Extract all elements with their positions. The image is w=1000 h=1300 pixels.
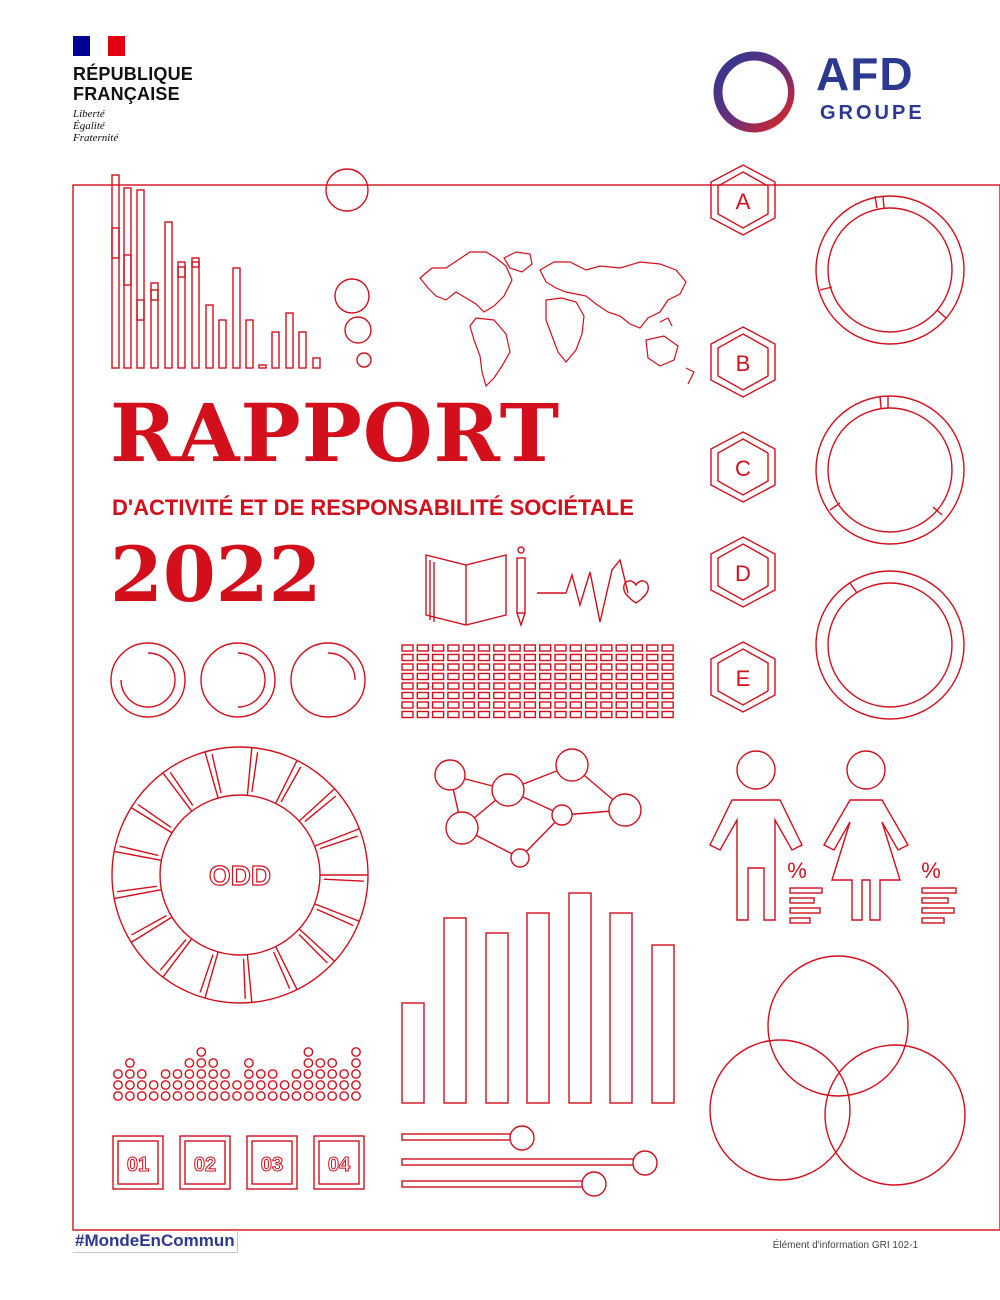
dot — [340, 1081, 348, 1089]
grid-cell — [647, 645, 658, 651]
hexagon-label-b: B — [735, 351, 751, 376]
grid-cell — [417, 683, 428, 689]
odd-segment-divider — [324, 879, 364, 881]
grid-cell — [647, 674, 658, 680]
hashtag-label: #MondeEnCommun — [73, 1230, 238, 1253]
grid-cell — [570, 645, 581, 651]
grid-cell — [433, 645, 444, 651]
grid-cell — [509, 693, 520, 699]
grid-cell — [494, 712, 505, 718]
dot — [161, 1081, 169, 1089]
grid-cell — [540, 645, 551, 651]
pencil-icon — [517, 547, 525, 625]
grid-cell — [448, 712, 459, 718]
odd-segment-divider — [114, 851, 161, 860]
grid-cell — [524, 674, 535, 680]
dot — [257, 1092, 265, 1100]
dot — [269, 1081, 277, 1089]
grid-cell — [647, 693, 658, 699]
dot — [316, 1059, 324, 1067]
dot — [197, 1081, 205, 1089]
grid-cell — [509, 702, 520, 708]
box-label-02: 02 — [193, 1154, 217, 1176]
grid-cell — [417, 712, 428, 718]
republic-name-line1: RÉPUBLIQUE — [73, 64, 194, 84]
grid-cell — [479, 702, 490, 708]
grid-cell — [433, 712, 444, 718]
box-label-01: 01 — [126, 1154, 150, 1176]
grid-cell — [555, 683, 566, 689]
grid-cell — [555, 645, 566, 651]
dot — [221, 1092, 229, 1100]
grid-cell — [616, 664, 627, 670]
grid-cell — [570, 674, 581, 680]
grid-cell — [433, 693, 444, 699]
grid-cell — [616, 645, 627, 651]
grid-cell — [616, 683, 627, 689]
man-icon — [710, 751, 802, 920]
odd-segment-divider — [160, 939, 186, 970]
dot — [280, 1081, 288, 1089]
box-label-03: 03 — [260, 1154, 284, 1176]
dot — [269, 1092, 277, 1100]
dot — [150, 1081, 158, 1089]
grid-cell — [402, 683, 413, 689]
grid-cell — [479, 645, 490, 651]
grid-cell — [524, 655, 535, 661]
grid-cell — [509, 664, 520, 670]
grid-cell — [632, 674, 643, 680]
odd-segment-divider — [138, 805, 171, 828]
grid-cell — [601, 645, 612, 651]
grid-cell — [463, 702, 474, 708]
odd-segment-divider — [252, 752, 258, 792]
grid-cell — [586, 655, 597, 661]
grid-cell — [586, 645, 597, 651]
grid-cell — [463, 712, 474, 718]
dot — [352, 1048, 360, 1056]
dot — [304, 1048, 312, 1056]
grid-cell — [570, 693, 581, 699]
dot — [292, 1081, 300, 1089]
grid-cell — [647, 655, 658, 661]
grid-cell — [662, 702, 673, 708]
dot — [292, 1092, 300, 1100]
dot — [114, 1092, 122, 1100]
grid-cell — [402, 664, 413, 670]
dot — [221, 1081, 229, 1089]
republic-name-line2: FRANÇAISE — [73, 84, 180, 104]
hexagon-label-a: A — [735, 189, 751, 214]
dot — [233, 1081, 241, 1089]
grid-cell — [402, 702, 413, 708]
grid-cell — [402, 712, 413, 718]
grid-cell — [555, 702, 566, 708]
grid-pattern-icon — [402, 645, 673, 718]
grid-cell — [570, 702, 581, 708]
grid-cell — [417, 655, 428, 661]
grid-cell — [647, 712, 658, 718]
world-map-icon — [420, 252, 694, 386]
dot — [280, 1092, 288, 1100]
grid-cell — [448, 683, 459, 689]
grid-cell — [463, 674, 474, 680]
mini-bar-chart-icon — [112, 175, 320, 368]
grid-cell — [601, 693, 612, 699]
grid-cell — [540, 655, 551, 661]
grid-cell — [509, 645, 520, 651]
grid-cell — [524, 702, 535, 708]
grid-cell — [632, 712, 643, 718]
grid-cell — [601, 683, 612, 689]
dot — [126, 1092, 134, 1100]
dot — [352, 1070, 360, 1078]
dot — [257, 1081, 265, 1089]
dot — [197, 1048, 205, 1056]
grid-cell — [662, 645, 673, 651]
grid-cell — [586, 664, 597, 670]
grid-cell — [463, 683, 474, 689]
dot — [245, 1081, 253, 1089]
grid-cell — [494, 664, 505, 670]
odd-segment-divider — [299, 789, 334, 821]
dot — [173, 1092, 181, 1100]
dot — [185, 1081, 193, 1089]
hexagon-label-d: D — [735, 561, 751, 586]
grid-cell — [463, 645, 474, 651]
cover-year: 2022 — [110, 530, 322, 619]
grid-cell — [433, 702, 444, 708]
grid-cell — [570, 683, 581, 689]
dot — [304, 1059, 312, 1067]
odd-segment-divider — [117, 886, 157, 891]
grid-cell — [632, 664, 643, 670]
motto-fraternite: Fraternité — [73, 132, 119, 144]
grid-cell — [662, 693, 673, 699]
grid-cell — [494, 693, 505, 699]
grid-cell — [586, 674, 597, 680]
hexagon-list — [711, 165, 775, 712]
book-icon — [426, 555, 506, 625]
grid-cell — [647, 702, 658, 708]
grid-cell — [570, 655, 581, 661]
odd-segment-divider — [299, 929, 334, 961]
grid-cell — [509, 655, 520, 661]
grid-cell — [555, 674, 566, 680]
dot — [328, 1092, 336, 1100]
grid-cell — [662, 712, 673, 718]
dot — [114, 1081, 122, 1089]
grid-cell — [647, 664, 658, 670]
grid-cell — [662, 683, 673, 689]
grid-cell — [524, 712, 535, 718]
grid-cell — [586, 712, 597, 718]
grid-cell — [662, 664, 673, 670]
motto-egalite: Égalité — [73, 120, 105, 132]
dot — [197, 1070, 205, 1078]
dot — [257, 1070, 265, 1078]
grid-cell — [632, 645, 643, 651]
grid-cell — [601, 712, 612, 718]
numbered-boxes — [113, 1136, 364, 1189]
hexagon-label-c: C — [735, 456, 751, 481]
odd-segment-divider — [205, 752, 218, 798]
afd-subtitle: GROUPE — [820, 102, 925, 124]
dot — [209, 1059, 217, 1067]
grid-cell — [555, 655, 566, 661]
grid-cell — [540, 702, 551, 708]
grid-cell — [417, 693, 428, 699]
dot — [185, 1059, 193, 1067]
dot — [126, 1070, 134, 1078]
grid-cell — [570, 712, 581, 718]
odd-segment-divider — [131, 808, 172, 833]
grid-cell — [448, 674, 459, 680]
dot — [328, 1070, 336, 1078]
stacked-circles-icon — [326, 169, 371, 367]
grid-cell — [524, 683, 535, 689]
grid-cell — [433, 674, 444, 680]
grid-cell — [540, 693, 551, 699]
grid-cell — [540, 664, 551, 670]
grid-cell — [463, 664, 474, 670]
grid-cell — [417, 674, 428, 680]
grid-cell — [402, 674, 413, 680]
grid-cell — [616, 693, 627, 699]
woman-icon — [824, 751, 908, 920]
grid-cell — [616, 674, 627, 680]
dot — [352, 1092, 360, 1100]
box-label-04: 04 — [327, 1154, 351, 1176]
grid-cell — [402, 645, 413, 651]
dot — [245, 1092, 253, 1100]
grid-cell — [479, 683, 490, 689]
grid-cell — [448, 702, 459, 708]
network-graph-icon — [435, 749, 641, 867]
grid-cell — [524, 664, 535, 670]
grid-cell — [555, 693, 566, 699]
dot — [316, 1092, 324, 1100]
dot — [197, 1059, 205, 1067]
grid-cell — [417, 645, 428, 651]
dot — [316, 1081, 324, 1089]
grid-cell — [479, 674, 490, 680]
odd-segment-divider — [163, 773, 192, 811]
dot — [138, 1081, 146, 1089]
odd-segment-divider — [247, 955, 251, 1003]
progress-rings-icon — [111, 643, 365, 717]
grid-cell — [662, 674, 673, 680]
odd-segment-divider — [163, 939, 192, 977]
dot — [197, 1092, 205, 1100]
grid-cell — [601, 664, 612, 670]
grid-cell — [433, 683, 444, 689]
odd-segment-divider — [247, 748, 251, 796]
percent-label-man: % — [787, 858, 807, 883]
grid-cell — [570, 664, 581, 670]
motto-liberte: Liberté — [73, 108, 105, 120]
dot-matrix-icon — [114, 1048, 360, 1100]
grid-cell — [632, 655, 643, 661]
percent-label-woman: % — [921, 858, 941, 883]
stat-lines-icon — [790, 888, 956, 923]
hexagon-label-e: E — [735, 666, 751, 691]
dot — [185, 1070, 193, 1078]
odd-segment-divider — [200, 955, 213, 993]
dot — [150, 1092, 158, 1100]
dot — [126, 1081, 134, 1089]
dot — [138, 1070, 146, 1078]
dot — [352, 1059, 360, 1067]
grid-cell — [586, 702, 597, 708]
dot — [245, 1059, 253, 1067]
dot — [161, 1070, 169, 1078]
afd-name: AFD — [816, 48, 914, 100]
grid-cell — [448, 693, 459, 699]
dot — [292, 1070, 300, 1078]
grid-cell — [494, 655, 505, 661]
grid-cell — [463, 693, 474, 699]
odd-segment-divider — [212, 754, 221, 793]
grid-cell — [448, 664, 459, 670]
grid-cell — [402, 655, 413, 661]
cover-frame — [73, 185, 1000, 1230]
dot — [138, 1092, 146, 1100]
grid-cell — [479, 664, 490, 670]
grid-cell — [479, 712, 490, 718]
grid-cell — [417, 664, 428, 670]
grid-cell — [509, 674, 520, 680]
grid-cell — [448, 645, 459, 651]
grid-cell — [433, 655, 444, 661]
dot — [304, 1070, 312, 1078]
grid-cell — [632, 702, 643, 708]
grid-cell — [616, 655, 627, 661]
grid-cell — [463, 655, 474, 661]
dot — [173, 1070, 181, 1078]
dot — [328, 1059, 336, 1067]
odd-segment-divider — [276, 947, 297, 990]
grid-cell — [417, 702, 428, 708]
grid-cell — [509, 712, 520, 718]
grid-cell — [601, 655, 612, 661]
dot — [304, 1092, 312, 1100]
bar-chart-icon — [402, 893, 674, 1103]
grid-cell — [494, 645, 505, 651]
grid-cell — [616, 712, 627, 718]
grid-cell — [479, 655, 490, 661]
grid-cell — [632, 683, 643, 689]
grid-cell — [479, 693, 490, 699]
grid-cell — [402, 693, 413, 699]
dot — [352, 1081, 360, 1089]
odd-segment-divider — [244, 959, 246, 999]
dot — [126, 1059, 134, 1067]
dot — [209, 1081, 217, 1089]
grid-cell — [494, 674, 505, 680]
dot — [233, 1092, 241, 1100]
dot — [173, 1081, 181, 1089]
dot — [209, 1092, 217, 1100]
dot — [185, 1092, 193, 1100]
odd-segment-divider — [170, 772, 192, 805]
odd-segment-divider — [299, 935, 327, 963]
grid-cell — [540, 683, 551, 689]
dot — [221, 1070, 229, 1078]
grid-cell — [494, 683, 505, 689]
venn-diagram-icon — [710, 956, 965, 1185]
grid-cell — [524, 645, 535, 651]
heartbeat-icon — [537, 560, 648, 622]
grid-cell — [433, 664, 444, 670]
grid-cell — [586, 683, 597, 689]
grid-cell — [494, 702, 505, 708]
grid-cell — [586, 693, 597, 699]
grid-cell — [555, 712, 566, 718]
grid-cell — [662, 655, 673, 661]
dot — [114, 1070, 122, 1078]
odd-segment-divider — [276, 760, 297, 803]
dot — [269, 1070, 277, 1078]
grid-cell — [632, 693, 643, 699]
grid-cell — [524, 693, 535, 699]
dot — [161, 1092, 169, 1100]
odd-segment-divider — [131, 917, 172, 942]
grid-cell — [448, 655, 459, 661]
donut-rings-icon — [816, 196, 964, 719]
dot — [245, 1070, 253, 1078]
grid-cell — [509, 683, 520, 689]
grid-cell — [555, 664, 566, 670]
cover-title: RAPPORT — [110, 386, 561, 480]
grid-cell — [647, 683, 658, 689]
grid-cell — [540, 712, 551, 718]
cover-subtitle: D'ACTIVITÉ ET DE RESPONSABILITÉ SOCIÉTALE — [112, 495, 634, 520]
dot — [316, 1070, 324, 1078]
dot — [340, 1092, 348, 1100]
dot — [209, 1070, 217, 1078]
gri-note: Élément d'information GRI 102-1 — [772, 1240, 918, 1251]
grid-cell — [601, 674, 612, 680]
dot — [304, 1081, 312, 1089]
grid-cell — [601, 702, 612, 708]
dot — [340, 1070, 348, 1078]
dot — [328, 1081, 336, 1089]
grid-cell — [540, 674, 551, 680]
grid-cell — [616, 702, 627, 708]
odd-segment-divider — [305, 796, 336, 821]
sliders-icon — [402, 1126, 657, 1196]
odd-label: ODD — [208, 860, 272, 891]
